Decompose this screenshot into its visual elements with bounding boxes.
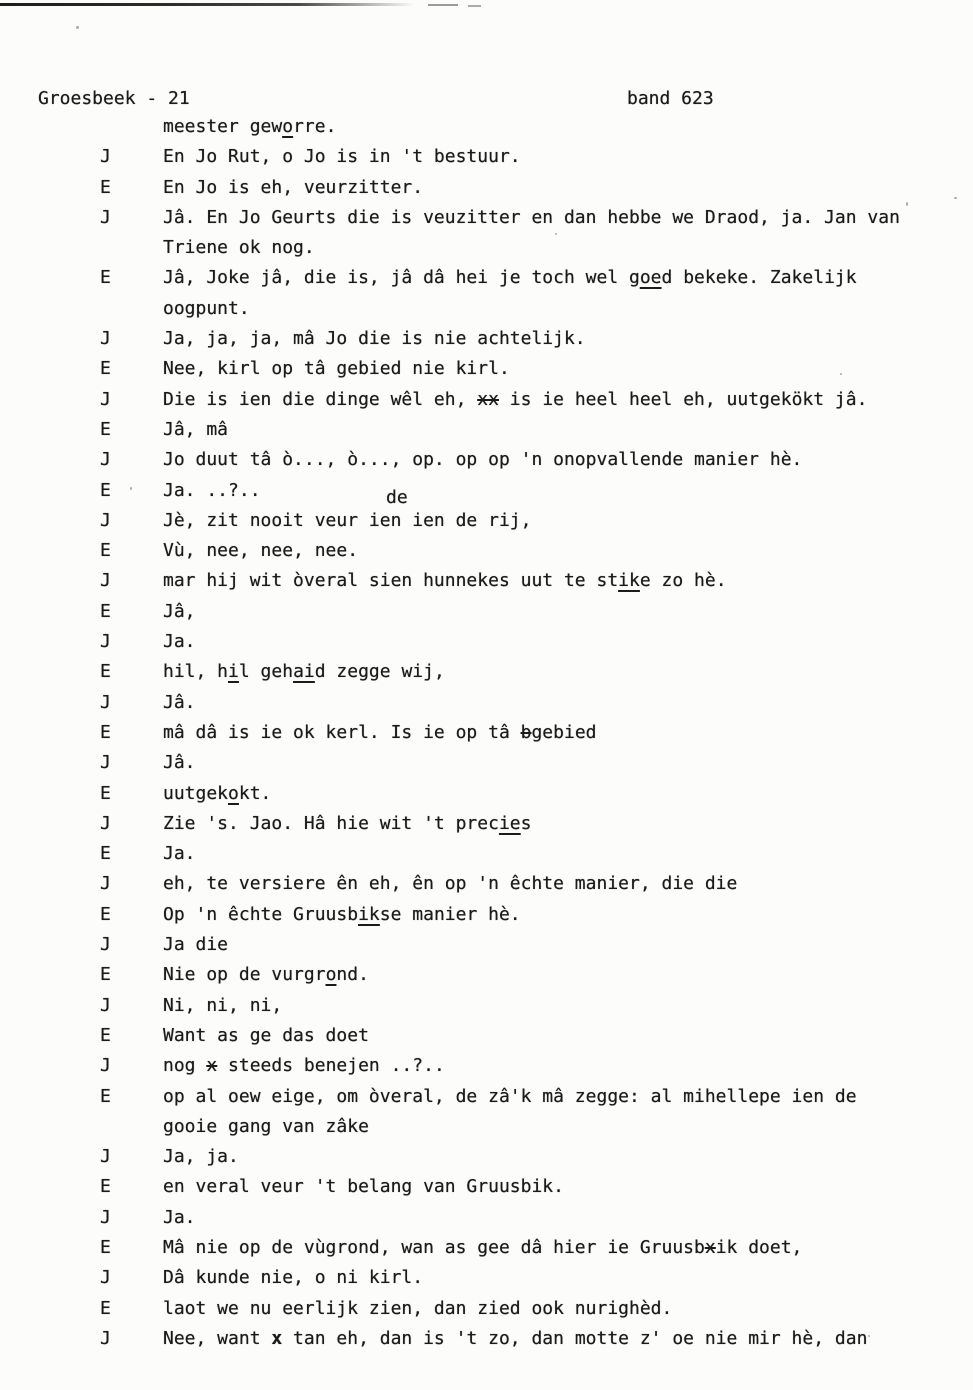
transcript-line xyxy=(0,1082,973,1112)
line-text: Zie 's. Jao. Hâ hie wit 't precies xyxy=(163,812,532,834)
speaker-label: E xyxy=(100,176,111,198)
transcript-line xyxy=(0,991,973,1021)
speaker-label: E xyxy=(100,600,111,622)
speaker-label: E xyxy=(100,661,111,683)
transcript-line xyxy=(0,324,973,354)
line-text: Jâ, mâ xyxy=(163,418,229,440)
speaker-label: J xyxy=(100,691,111,713)
line-text: Jâ, xyxy=(163,600,196,622)
speaker-label: E xyxy=(100,782,111,804)
interlinear-insertion: de xyxy=(386,487,408,508)
scan-artifact-dash xyxy=(468,5,481,7)
transcript-line xyxy=(0,566,973,596)
speaker-label: E xyxy=(100,358,111,380)
line-text: Nie op de vurgrond. xyxy=(163,964,369,986)
transcript-line xyxy=(0,233,973,263)
line-text: Want as ge das doet xyxy=(163,1024,369,1046)
line-text: Dâ kunde nie, o ni kirl. xyxy=(163,1267,424,1289)
line-text: nog x steeds benejen ..?.. xyxy=(163,1055,445,1077)
transcript-line xyxy=(0,1324,973,1354)
speaker-label: J xyxy=(100,388,111,410)
document-title: Groesbeek - 21 xyxy=(38,88,190,109)
band-number: band 623 xyxy=(627,88,714,109)
speaker-label: E xyxy=(100,1085,111,1107)
line-text: meester geworre. xyxy=(163,116,337,137)
line-text: Ja, ja, ja, mâ Jo die is nie achtelijk. xyxy=(163,328,586,350)
line-text: Ja, ja. xyxy=(163,1146,239,1168)
line-text: eh, te versiere ên eh, ên op 'n êchte manier, die die xyxy=(163,873,738,895)
speaker-label: E xyxy=(100,903,111,925)
line-text: mar hij wit òveral sien hunnekes uut te stike zo hè. xyxy=(163,570,727,592)
line-text: Nee, kirl op tâ gebied nie kirl. xyxy=(163,358,510,380)
transcript-line xyxy=(0,1112,973,1142)
line-text: Mâ nie op de vùgrond, wan as gee dâ hier ie Gruusbxik doet, xyxy=(163,1236,803,1258)
speaker-label: J xyxy=(100,449,111,471)
speaker-label: J xyxy=(100,1146,111,1168)
transcript-line xyxy=(0,415,973,445)
line-text: En Jo Rut, o Jo is in 't bestuur. xyxy=(163,146,521,168)
transcript-line xyxy=(0,142,973,172)
transcript-line xyxy=(0,869,973,899)
transcript-line xyxy=(0,627,973,657)
transcript-line xyxy=(0,779,973,809)
speaker-label: E xyxy=(100,721,111,743)
line-text: Die is ien die dinge wêl eh, xx is ie heel heel eh, uutgekökt jâ. xyxy=(163,388,868,410)
transcript-line xyxy=(0,1203,973,1233)
transcript-line xyxy=(0,1233,973,1263)
transcript-line xyxy=(0,112,973,142)
transcript-line xyxy=(0,1172,973,1202)
line-text: Jè, zit nooit veur ien ien de rij, xyxy=(163,509,532,531)
transcript-line xyxy=(0,597,973,627)
line-text: Vù, nee, nee, nee. xyxy=(163,540,359,562)
speaker-label: J xyxy=(100,934,111,956)
transcript-line xyxy=(0,839,973,869)
line-text: Nee, want x tan eh, dan is 't zo, dan motte z' oe nie mir hè, dan xyxy=(163,1327,868,1349)
speaker-label: J xyxy=(100,328,111,350)
transcript-line xyxy=(0,1294,973,1324)
speaker-label: E xyxy=(100,267,111,289)
line-text: Ja. xyxy=(163,1206,196,1228)
line-text: En Jo is eh, veurzitter. xyxy=(163,176,424,198)
line-text: op al oew eige, om òveral, de zâ'k mâ zegge: al mihellepe ien de xyxy=(163,1085,857,1107)
transcript-line xyxy=(0,1021,973,1051)
transcript-line xyxy=(0,930,973,960)
speaker-label: E xyxy=(100,1236,111,1258)
speaker-label: J xyxy=(100,1327,111,1349)
transcript-line xyxy=(0,385,973,415)
line-text: Ja. xyxy=(163,843,196,865)
line-text: Triene ok nog. xyxy=(163,237,315,259)
transcript-line xyxy=(0,960,973,990)
scan-speck xyxy=(76,26,79,29)
scan-artifact-dash xyxy=(428,4,458,6)
speaker-label: E xyxy=(100,1176,111,1198)
line-text: Jâ, Joke jâ, die is, jâ dâ hei je toch wel goed bekeke. Zakelijk xyxy=(163,267,857,289)
line-text: uutgekokt. xyxy=(163,782,272,804)
speaker-label: J xyxy=(100,1267,111,1289)
transcript-line xyxy=(0,718,973,748)
speaker-label: J xyxy=(100,509,111,531)
speaker-label: J xyxy=(100,631,111,653)
line-text: en veral veur 't belang van Gruusbik. xyxy=(163,1176,564,1198)
line-text: laot we nu eerlijk zien, dan zied ook nurighèd. xyxy=(163,1297,673,1319)
line-text: oogpunt. xyxy=(163,297,250,319)
transcript-line xyxy=(0,354,973,384)
speaker-label: E xyxy=(100,843,111,865)
speaker-label: J xyxy=(100,994,111,1016)
scan-artifact-line xyxy=(0,3,415,6)
transcript-line xyxy=(0,536,973,566)
speaker-label: J xyxy=(100,1206,111,1228)
transcript-line xyxy=(0,1263,973,1293)
line-text: Jâ. xyxy=(163,691,196,713)
transcript-line xyxy=(0,688,973,718)
transcript xyxy=(0,112,973,1354)
line-text: Jâ. En Jo Geurts die is veuzitter en dan hebbe we Draod, ja. Jan van xyxy=(163,206,900,228)
line-text: mâ dâ is ie ok kerl. Is ie op tâ bgebied xyxy=(163,721,597,743)
speaker-label: J xyxy=(100,812,111,834)
transcript-line xyxy=(0,263,973,293)
speaker-label: E xyxy=(100,418,111,440)
speaker-label: J xyxy=(100,752,111,774)
line-text: hil, hil gehaid zegge wij, xyxy=(163,661,445,683)
line-text: Ja. xyxy=(163,631,196,653)
transcript-line xyxy=(0,173,973,203)
line-text: Jo duut tâ ò..., ò..., op. op op 'n onopvallende manier hè. xyxy=(163,449,803,471)
transcript-line xyxy=(0,1051,973,1081)
speaker-label: E xyxy=(100,1297,111,1319)
speaker-label: J xyxy=(100,146,111,168)
speaker-label: E xyxy=(100,1024,111,1046)
transcript-line xyxy=(0,294,973,324)
transcript-line xyxy=(0,203,973,233)
line-text: Ja. ..?.. xyxy=(163,479,261,501)
line-text: Ja die xyxy=(163,934,229,956)
speaker-label: J xyxy=(100,206,111,228)
line-text: Ni, ni, ni, xyxy=(163,994,283,1016)
speaker-label: J xyxy=(100,873,111,895)
line-text: Jâ. xyxy=(163,752,196,774)
transcript-line xyxy=(0,445,973,475)
speaker-label: E xyxy=(100,540,111,562)
transcript-line xyxy=(0,657,973,687)
transcript-line xyxy=(0,748,973,778)
speaker-label: E xyxy=(100,479,111,501)
line-text: gooie gang van zâke xyxy=(163,1115,369,1137)
transcript-line xyxy=(0,809,973,839)
transcript-line xyxy=(0,900,973,930)
speaker-label: J xyxy=(100,570,111,592)
speaker-label: J xyxy=(100,1055,111,1077)
transcript-line xyxy=(0,506,973,536)
transcript-line xyxy=(0,1142,973,1172)
speaker-label: E xyxy=(100,964,111,986)
line-text: Op 'n êchte Gruusbikse manier hè. xyxy=(163,903,521,925)
transcript-line xyxy=(0,476,973,506)
